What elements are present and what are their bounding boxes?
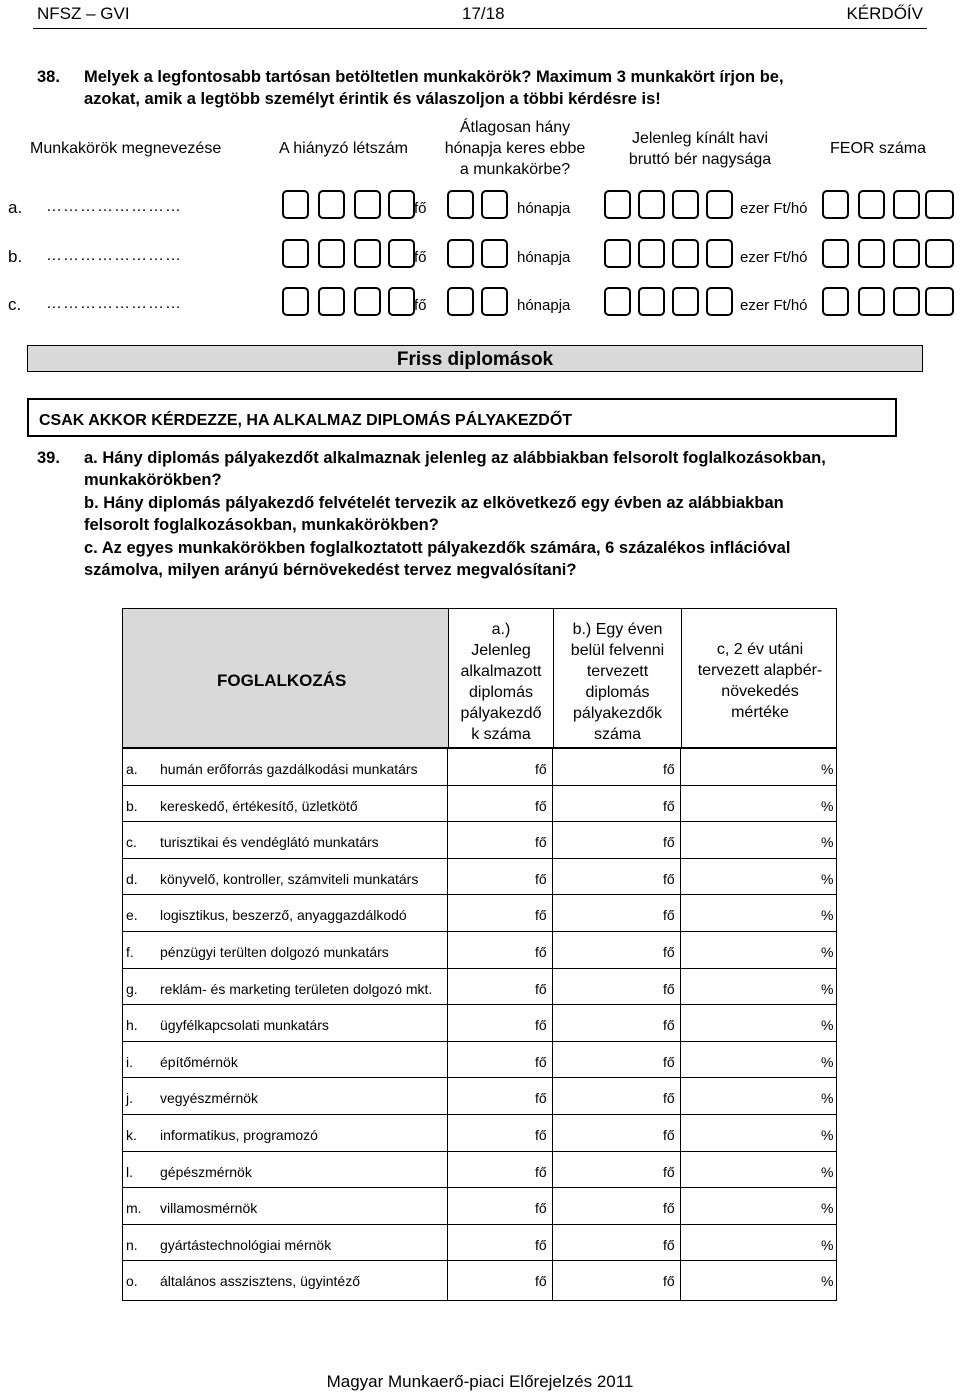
count-b-field[interactable]: fő xyxy=(663,797,675,814)
occupation-header-label: FOGLALKOZÁS xyxy=(217,671,347,690)
count-a-field[interactable]: fő xyxy=(535,834,547,851)
notice-box: CSAK AKKOR KÉRDEZZE, HA ALKALMAZ DIPLOMÁS PÁLYAKEZDŐT xyxy=(27,398,897,437)
occupation-table-header xyxy=(122,608,837,748)
wage-digit-box[interactable] xyxy=(672,190,699,219)
feor-digit-box[interactable] xyxy=(858,239,885,268)
feor-digit-box[interactable] xyxy=(893,239,920,268)
count-b-field[interactable]: fő xyxy=(663,870,675,887)
missing-digit-box[interactable] xyxy=(318,239,345,268)
count-a-field[interactable]: fő xyxy=(535,1273,547,1290)
table-right-border xyxy=(836,748,837,1300)
occupation-name: gyártástechnológiai mérnök xyxy=(160,1236,332,1253)
count-b-field[interactable]: fő xyxy=(663,1017,675,1034)
table-col-divider-3 xyxy=(680,748,681,1300)
table-left-border xyxy=(122,748,123,1300)
unit-wage: ezer Ft/hó xyxy=(740,249,808,266)
table-row xyxy=(122,931,837,968)
count-a-field[interactable]: fő xyxy=(535,980,547,997)
q38-job-name-field[interactable]: …………………… xyxy=(46,198,182,215)
q39-a-1: a. Hány diplomás pályakezdőt alkalmaznak jelenleg az alábbiakban felsorolt foglalkozásokban, xyxy=(84,449,826,467)
occupation-name: logisztikus, beszerző, anyaggazdálkodó xyxy=(160,907,407,924)
table-row xyxy=(122,1004,837,1041)
headB-line: b.) Egy éven xyxy=(572,621,663,638)
row-letter: h. xyxy=(126,1017,138,1034)
q39-b-1: b. Hány diplomás pályakezdő felvételét tervezik az elkövetkező egy évben az alábbiakban xyxy=(84,494,784,512)
wage-digit-box[interactable] xyxy=(706,287,733,316)
wage-digit-box[interactable] xyxy=(706,239,733,268)
wage-digit-box[interactable] xyxy=(638,190,665,219)
row-letter: e. xyxy=(126,907,138,924)
table-col-divider-1 xyxy=(447,748,448,1300)
headA-line: alkalmazott xyxy=(460,663,542,680)
headB-line: pályakezdők xyxy=(573,705,662,722)
table-bottom-border xyxy=(122,1300,837,1301)
occupation-name: könyvelő, kontroller, számviteli munkatárs xyxy=(160,870,419,887)
headA-line: k száma xyxy=(471,726,531,743)
row-letter: c. xyxy=(126,834,137,851)
headA-line: diplomás xyxy=(468,684,534,701)
q38-job-name-field[interactable]: …………………… xyxy=(46,247,182,264)
q39-number: 39. xyxy=(37,449,60,467)
table-row xyxy=(122,785,837,822)
growth-c-field[interactable]: % xyxy=(821,907,834,924)
growth-c-field[interactable]: % xyxy=(821,761,834,777)
table-row xyxy=(122,1260,837,1297)
count-a-field[interactable]: fő xyxy=(535,944,547,960)
headA-line: Jelenleg xyxy=(471,642,531,659)
headC-line: mértéke xyxy=(731,704,789,721)
q38-text-2: azokat, amik a legtöbb személyt érintik és válaszoljon a többi kérdésre is! xyxy=(84,90,661,108)
headA-line: pályakezdő xyxy=(460,705,542,722)
headB-line: tervezett xyxy=(586,663,649,680)
headB-line: belül felvenni xyxy=(570,642,665,659)
row-letter: j. xyxy=(126,1090,133,1107)
q38-row-letter: c. xyxy=(8,295,22,314)
table-row xyxy=(122,1151,837,1188)
count-b-field[interactable]: fő xyxy=(663,1200,675,1217)
months-digit-box[interactable] xyxy=(481,239,508,268)
growth-c-field[interactable]: % xyxy=(821,797,834,814)
feor-digit-box[interactable] xyxy=(893,190,920,219)
occupation-name: reklám- és marketing területen dolgozó mkt. xyxy=(160,980,433,997)
occupation-name: építőmérnök xyxy=(160,1053,238,1070)
missing-digit-box[interactable] xyxy=(318,287,345,316)
count-a-field[interactable]: fő xyxy=(535,1017,547,1034)
months-digit-box[interactable] xyxy=(447,190,474,219)
months-digit-box[interactable] xyxy=(481,190,508,219)
growth-c-field[interactable]: % xyxy=(821,1200,834,1217)
feor-digit-box[interactable] xyxy=(822,190,849,219)
growth-c-field[interactable]: % xyxy=(821,980,834,997)
table-row xyxy=(122,1224,837,1261)
wage-digit-box[interactable] xyxy=(706,190,733,219)
col-months-header: Átlagosan hány hónapja keres ebbe a munkakörbe? xyxy=(444,119,586,178)
growth-c-field[interactable]: % xyxy=(821,1273,834,1290)
page-number: 17/18 xyxy=(462,4,505,23)
headB-line: száma xyxy=(593,726,642,743)
col-wage-header: Jelenleg kínált havi bruttó bér nagysága xyxy=(628,130,772,168)
unit-wage: ezer Ft/hó xyxy=(740,297,808,314)
q39-b-2: felsorolt foglalkozásokban, munkakörökben? xyxy=(84,516,439,534)
row-letter: b. xyxy=(126,797,138,814)
feor-digit-box[interactable] xyxy=(925,287,954,316)
occupation-name: ügyfélkapcsolati munkatárs xyxy=(160,1017,329,1034)
footer-text: Magyar Munkaerő-piaci Előrejelzés 2011 xyxy=(326,1372,634,1391)
missing-digit-box[interactable] xyxy=(354,287,381,316)
growth-c-field[interactable]: % xyxy=(821,870,834,887)
missing-digit-box[interactable] xyxy=(388,190,415,219)
count-a-field[interactable]: fő xyxy=(535,1236,547,1253)
q38-job-name-field[interactable]: …………………… xyxy=(46,295,182,312)
unit-months: hónapja xyxy=(517,297,571,314)
growth-c-field[interactable]: % xyxy=(821,1090,834,1107)
q38-row-letter: a. xyxy=(8,198,23,217)
q38-number: 38. xyxy=(37,68,60,86)
count-b-field[interactable]: fő xyxy=(663,1053,675,1070)
row-letter: k. xyxy=(126,1127,137,1143)
row-letter: g. xyxy=(126,980,138,997)
table-row xyxy=(122,821,837,858)
header-right: KÉRDŐÍV xyxy=(846,4,923,23)
wage-digit-box[interactable] xyxy=(638,287,665,316)
count-a-field[interactable]: fő xyxy=(535,1163,547,1180)
q39-c-1: c. Az egyes munkakörökben foglalkoztatott pályakezdők számára, 6 százalékos inflációval xyxy=(84,539,791,557)
missing-digit-box[interactable] xyxy=(282,287,309,316)
table-row xyxy=(122,748,837,785)
count-b-field[interactable]: fő xyxy=(663,907,675,924)
growth-c-field[interactable]: % xyxy=(821,1236,834,1253)
row-letter: n. xyxy=(126,1236,138,1253)
table-row xyxy=(122,858,837,895)
q39-c-2: számolva, milyen arányú bérnövekedést tervez megvalósítani? xyxy=(84,561,577,579)
table-row xyxy=(122,1114,837,1151)
missing-digit-box[interactable] xyxy=(354,190,381,219)
feor-digit-box[interactable] xyxy=(893,287,920,316)
count-b-field[interactable]: fő xyxy=(663,1273,675,1290)
q38-row-letter: b. xyxy=(8,247,23,266)
headC-line: növekedés xyxy=(721,683,799,700)
occupation-name: gépészmérnök xyxy=(160,1163,252,1180)
missing-digit-box[interactable] xyxy=(282,239,309,268)
feor-digit-box[interactable] xyxy=(822,239,849,268)
growth-c-field[interactable]: % xyxy=(821,1163,834,1180)
occupation-name: vegyészmérnök xyxy=(160,1090,259,1107)
row-letter: f. xyxy=(126,944,134,960)
count-a-field[interactable]: fő xyxy=(535,1200,547,1217)
unit-months: hónapja xyxy=(517,200,571,217)
headC-line: tervezett alapbér- xyxy=(697,662,823,679)
count-a-field[interactable]: fő xyxy=(535,1053,547,1070)
occupation-name: informatikus, programozó xyxy=(160,1127,318,1143)
unit-person: fő xyxy=(414,297,427,314)
count-a-field[interactable]: fő xyxy=(535,761,547,777)
count-a-field[interactable]: fő xyxy=(535,1090,547,1107)
feor-digit-box[interactable] xyxy=(925,190,954,219)
table-row xyxy=(122,894,837,931)
growth-c-field[interactable]: % xyxy=(821,1053,834,1070)
months-digit-box[interactable] xyxy=(481,287,508,316)
col-name-header: Munkakörök megnevezése xyxy=(30,140,222,157)
wage-digit-box[interactable] xyxy=(672,287,699,316)
headC-line: c, 2 év utáni xyxy=(716,641,804,658)
table-row xyxy=(122,1041,837,1078)
row-letter: i. xyxy=(126,1053,133,1070)
count-b-field[interactable]: fő xyxy=(663,1236,675,1253)
wage-digit-box[interactable] xyxy=(672,239,699,268)
missing-digit-box[interactable] xyxy=(318,190,345,219)
table-row xyxy=(122,1187,837,1224)
row-letter: o. xyxy=(126,1273,138,1290)
count-a-field[interactable]: fő xyxy=(535,797,547,814)
count-b-field[interactable]: fő xyxy=(663,834,675,851)
occupation-name: turisztikai és vendéglátó munkatárs xyxy=(160,834,379,851)
unit-wage: ezer Ft/hó xyxy=(740,200,808,217)
wage-digit-box[interactable] xyxy=(604,239,631,268)
growth-c-field[interactable]: % xyxy=(821,944,834,960)
occupation-name: kereskedő, értékesítő, üzletkötő xyxy=(160,797,358,814)
occupation-name: pénzügyi terülten dolgozó munkatárs xyxy=(160,944,389,960)
unit-months: hónapja xyxy=(517,249,571,266)
count-a-field[interactable]: fő xyxy=(535,1127,547,1143)
feor-digit-box[interactable] xyxy=(822,287,849,316)
growth-c-field[interactable]: % xyxy=(821,1017,834,1034)
missing-digit-box[interactable] xyxy=(354,239,381,268)
feor-digit-box[interactable] xyxy=(858,190,885,219)
months-digit-box[interactable] xyxy=(447,239,474,268)
count-b-field[interactable]: fő xyxy=(663,980,675,997)
section-banner: Friss diplomások xyxy=(27,345,923,372)
count-a-field[interactable]: fő xyxy=(535,870,547,887)
occupation-name: villamosmérnök xyxy=(160,1200,258,1217)
missing-digit-box[interactable] xyxy=(388,239,415,268)
missing-digit-box[interactable] xyxy=(388,287,415,316)
wage-digit-box[interactable] xyxy=(604,287,631,316)
row-letter: l. xyxy=(126,1163,133,1180)
count-b-field[interactable]: fő xyxy=(663,1163,675,1180)
wage-digit-box[interactable] xyxy=(604,190,631,219)
feor-digit-box[interactable] xyxy=(925,239,954,268)
occupation-name: általános asszisztens, ügyintéző xyxy=(160,1273,360,1290)
row-letter: a. xyxy=(126,761,138,777)
headA-line: a.) xyxy=(491,621,511,638)
feor-digit-box[interactable] xyxy=(858,287,885,316)
count-a-field[interactable]: fő xyxy=(535,907,547,924)
unit-person: fő xyxy=(414,249,427,266)
count-b-field[interactable]: fő xyxy=(663,944,675,960)
table-row xyxy=(122,1077,837,1114)
months-digit-box[interactable] xyxy=(447,287,474,316)
table-col-divider-2 xyxy=(552,748,553,1300)
col-b-header xyxy=(554,619,681,745)
headB-line: diplomás xyxy=(585,684,650,701)
col-missing-header: A hiányzó létszám xyxy=(279,140,408,157)
q39-a-2: munkakörökben? xyxy=(84,471,222,489)
missing-digit-box[interactable] xyxy=(282,190,309,219)
col-feor-header: FEOR száma xyxy=(830,140,927,157)
growth-c-field[interactable]: % xyxy=(821,834,834,851)
count-b-field[interactable]: fő xyxy=(663,761,675,777)
row-letter: d. xyxy=(126,870,138,887)
q38-text-1: Melyek a legfontosabb tartósan betöltetlen munkakörök? Maximum 3 munkakört írjon be, xyxy=(84,68,784,86)
table-row xyxy=(122,968,837,1005)
occupation-name: humán erőforrás gazdálkodási munkatárs xyxy=(160,761,418,777)
header-rule xyxy=(33,28,927,29)
count-b-field[interactable]: fő xyxy=(663,1090,675,1107)
header-left: NFSZ – GVI xyxy=(37,4,130,23)
wage-digit-box[interactable] xyxy=(638,239,665,268)
growth-c-field[interactable]: % xyxy=(821,1127,834,1143)
count-b-field[interactable]: fő xyxy=(663,1127,675,1143)
col-a-header xyxy=(449,619,553,745)
unit-person: fő xyxy=(414,200,427,217)
row-letter: m. xyxy=(126,1200,142,1217)
col-c-header xyxy=(682,639,838,723)
